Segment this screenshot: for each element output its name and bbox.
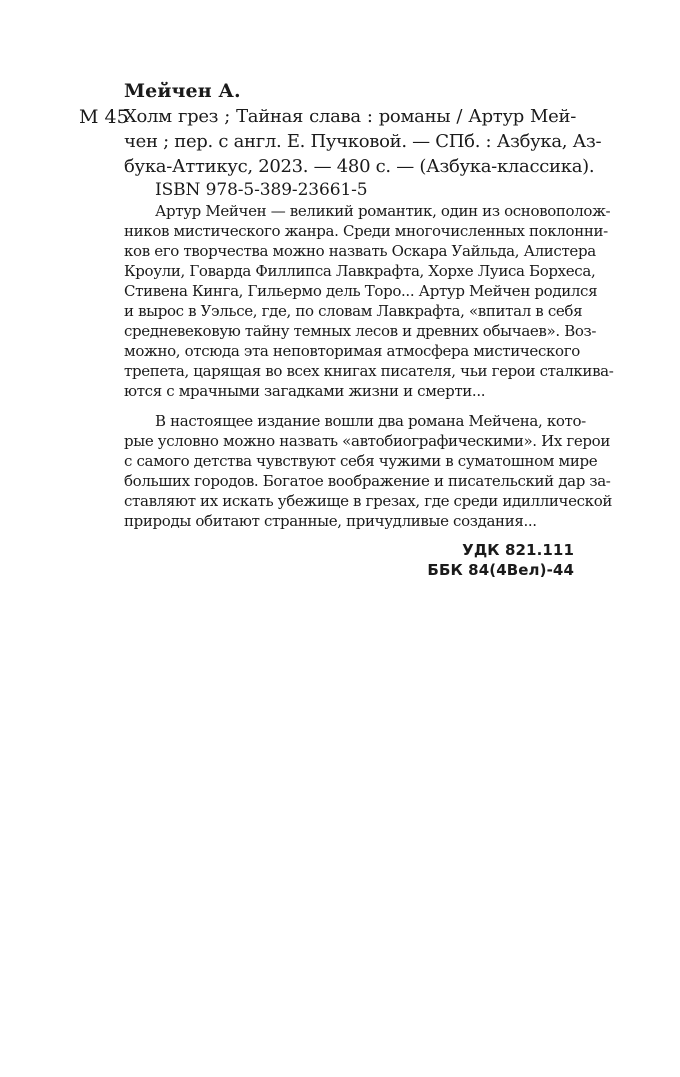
- annotation-line: можно, отсюда эта неповторимая атмосфера мистического: [124, 342, 580, 360]
- annotation-line: В настоящее издание вошли два романа Мейчена, кото-: [155, 412, 586, 430]
- annotation-line: Стивена Кинга, Гильермо дель Торо... Артур Мейчен родился: [124, 282, 598, 300]
- annotation-line: природы обитают странные, причудливые создания...: [124, 512, 537, 530]
- annotation-line: ников мистического жанра. Среди многочисленных поклонни-: [124, 222, 608, 240]
- author-heading: Мейчен А.: [124, 80, 241, 102]
- description-line: бука-Аттикус, 2023. — 480 с. — (Азбука-классика).: [124, 156, 595, 177]
- annotation-line: с самого детства чувствуют себя чужими в суматошном мире: [124, 452, 598, 470]
- annotation-line: ков его творчества можно назвать Оскара Уайльда, Алистера: [124, 242, 596, 260]
- annotation-line: ставляют их искать убежище в грезах, где среди идиллической: [124, 492, 613, 510]
- description-line: Холм грез ; Тайная слава : романы / Артур Мей-: [124, 106, 576, 127]
- udk-code: УДК 821.111: [462, 541, 574, 559]
- annotation-line: больших городов. Богатое воображение и писательский дар за-: [124, 472, 611, 490]
- annotation-line: рые условно можно назвать «автобиографическими». Их герои: [124, 432, 611, 450]
- annotation-line: Кроули, Говарда Филлипса Лавкрафта, Хорхе Луиса Борхеса,: [124, 262, 596, 280]
- author-code: М 45: [79, 106, 129, 128]
- isbn: ISBN 978-5-389-23661-5: [155, 180, 368, 200]
- annotation-line: ются с мрачными загадками жизни и смерти...: [124, 382, 486, 400]
- annotation-line: средневековую тайну темных лесов и древних обычаев». Воз-: [124, 322, 597, 340]
- bbk-code: ББК 84(4Вел)-44: [427, 561, 574, 579]
- description-line: чен ; пер. с англ. Е. Пучковой. — СПб. : Азбука, Аз-: [124, 131, 602, 152]
- annotation-line: трепета, царящая во всех книгах писателя, чьи герои сталкива-: [124, 362, 614, 380]
- annotation-line: и вырос в Уэльсе, где, по словам Лавкрафта, «впитал в себя: [124, 302, 583, 320]
- annotation-line: Артур Мейчен — великий романтик, один из основополож-: [155, 202, 611, 220]
